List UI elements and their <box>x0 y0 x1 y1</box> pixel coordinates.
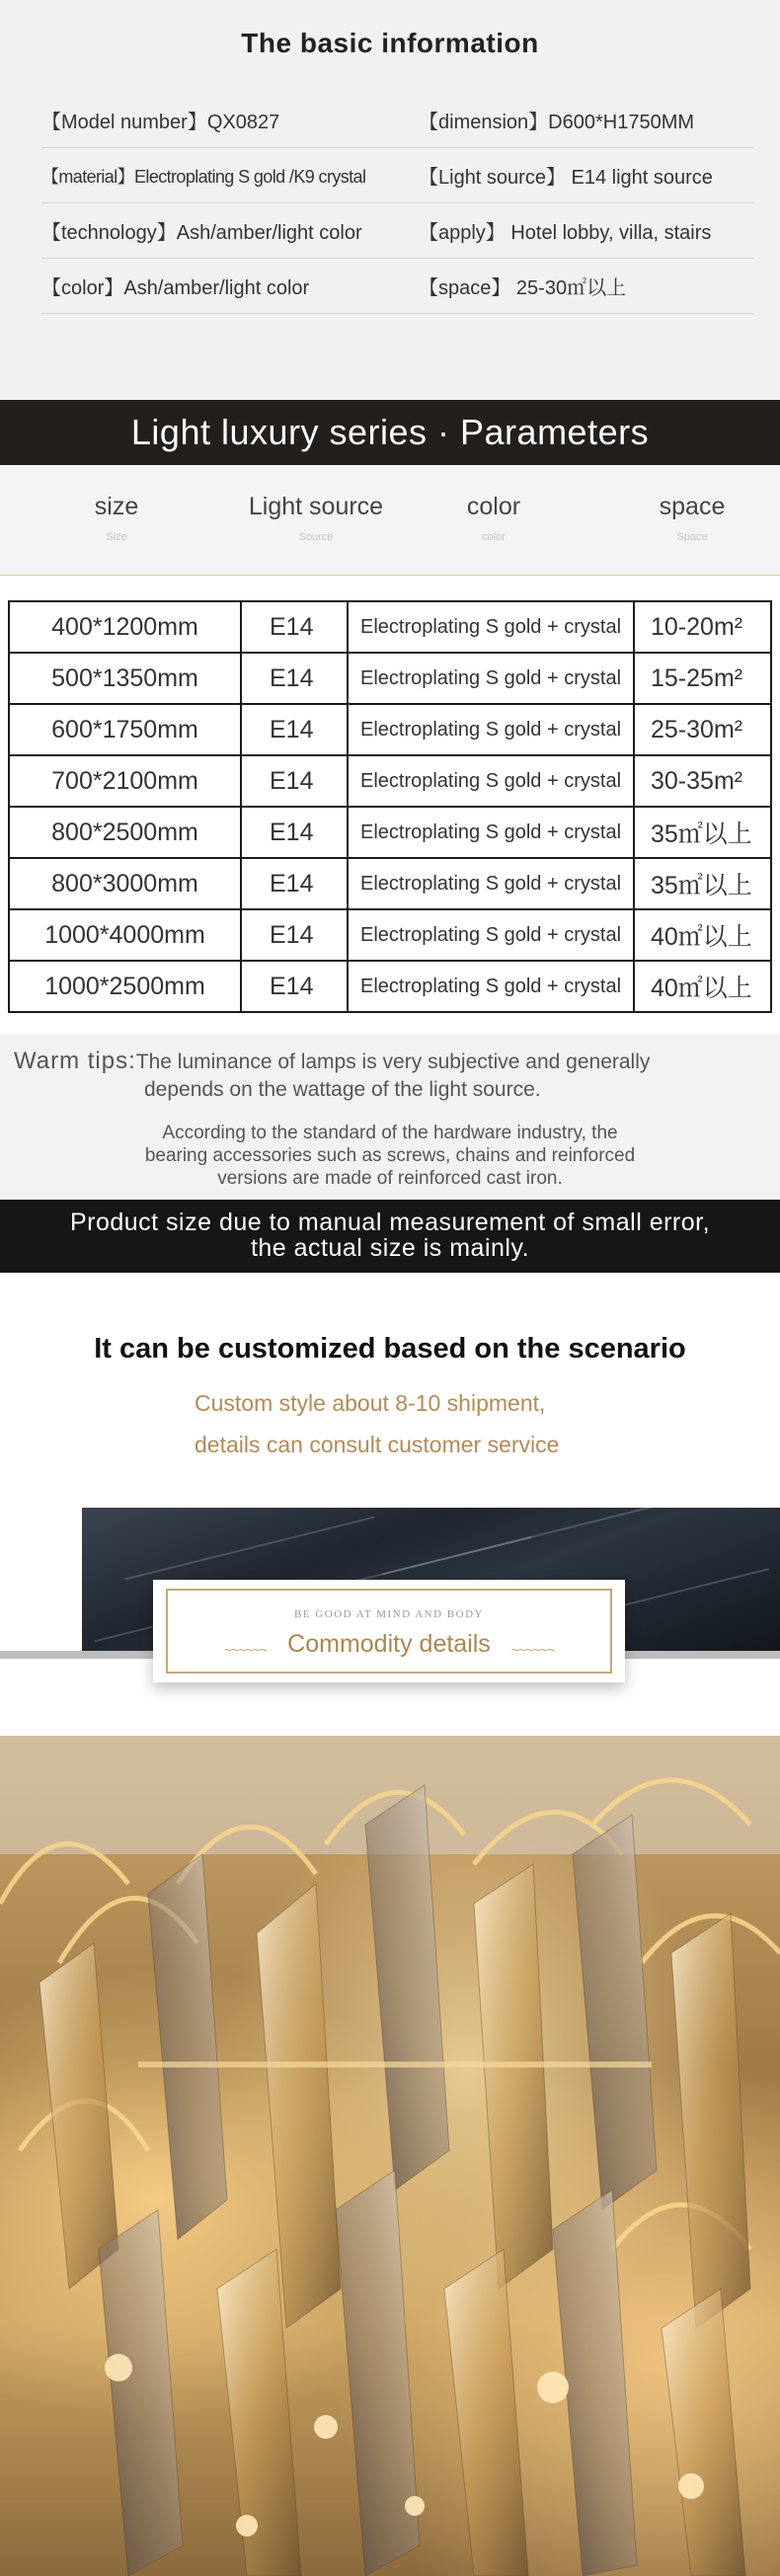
column-sublabel: Size <box>106 531 127 543</box>
info-apply: 【apply】 Hotel lobby, villa, stairs <box>419 222 712 244</box>
tips-hardware-note <box>0 1122 780 1190</box>
notice-line: the actual size is mainly. <box>250 1234 530 1262</box>
cell-light-source: E14 <box>241 755 348 807</box>
cell-space: 35㎡以上 <box>634 858 771 909</box>
crystal-chandelier-illustration <box>0 1736 780 2576</box>
cell-color: Electroplating S gold + crystal <box>348 858 634 909</box>
column-label: Light source <box>248 493 384 520</box>
info-dimension: 【dimension】D600*H1750MM <box>419 112 695 133</box>
cell-size: 700*2100mm <box>9 755 241 807</box>
commodity-details-card <box>153 1580 625 1682</box>
cell-size: 1000*4000mm <box>9 909 241 961</box>
column-header-light-source <box>232 493 400 543</box>
column-label: space <box>659 493 726 520</box>
cell-size: 1000*2500mm <box>9 961 241 1012</box>
custom-line-1: Custom style about 8-10 shipment, <box>195 1390 546 1416</box>
table-row <box>9 858 771 909</box>
cell-light-source: E14 <box>241 961 348 1012</box>
table-row <box>9 961 771 1012</box>
column-sublabel: Source <box>298 531 334 543</box>
cell-light-source: E14 <box>241 909 348 961</box>
tips-line-2: depends on the wattage of the light source. <box>144 1078 541 1101</box>
cell-light-source: E14 <box>241 601 348 653</box>
column-header-size <box>57 493 176 543</box>
info-row <box>41 93 754 148</box>
card-title: Commodity details <box>287 1630 491 1658</box>
custom-title: It can be customized based on the scenario <box>94 1333 686 1365</box>
column-sublabel: Space <box>676 531 708 543</box>
wave-ornament-left: ~~~~~~ <box>224 1642 268 1658</box>
info-color: 【color】Ash/amber/light color <box>41 277 310 299</box>
cell-space: 15-25m² <box>634 653 771 704</box>
column-sublabel: color <box>482 531 506 543</box>
cell-space: 35㎡以上 <box>634 807 771 858</box>
column-label: color <box>466 493 521 520</box>
cell-size: 400*1200mm <box>9 601 241 653</box>
basic-info-title: The basic information <box>241 28 539 58</box>
cell-color: Electroplating S gold + crystal <box>348 601 634 653</box>
cell-color: Electroplating S gold + crystal <box>348 653 634 704</box>
table-row <box>9 807 771 858</box>
cell-space: 25-30m² <box>634 704 771 755</box>
cell-space: 10-20m² <box>634 601 771 653</box>
cell-color: Electroplating S gold + crystal <box>348 755 634 807</box>
cell-space: 40㎡以上 <box>634 961 771 1012</box>
cell-color: Electroplating S gold + crystal <box>348 704 634 755</box>
table-row <box>9 755 771 807</box>
tips-note-line: versions are made of reinforced cast iron. <box>217 1168 563 1189</box>
custom-line-2: details can consult customer service <box>195 1432 560 1457</box>
cell-size: 600*1750mm <box>9 704 241 755</box>
info-material: 【material】Electroplating S gold /K9 crystal <box>41 166 366 187</box>
size-notice-bar <box>0 1200 780 1273</box>
cell-size: 800*2500mm <box>9 807 241 858</box>
info-space: 【space】 25-30㎡以上 <box>419 277 627 299</box>
parameters-header <box>0 465 780 576</box>
table-row <box>9 704 771 755</box>
info-row <box>41 259 754 314</box>
info-row <box>41 203 754 259</box>
basic-information-section <box>0 0 780 400</box>
cell-light-source: E14 <box>241 858 348 909</box>
column-header-space <box>633 493 751 543</box>
cell-space: 40㎡以上 <box>634 909 771 961</box>
cell-light-source: E14 <box>241 653 348 704</box>
table-row <box>9 601 771 653</box>
card-tagline: BE GOOD AT MIND AND BODY <box>294 1608 484 1620</box>
cell-color: Electroplating S gold + crystal <box>348 961 634 1012</box>
cell-color: Electroplating S gold + crystal <box>348 909 634 961</box>
warm-tips-section <box>0 1034 780 1200</box>
parameters-title-bar <box>0 400 780 465</box>
cell-space: 30-35m² <box>634 755 771 807</box>
tips-note-line: bearing accessories such as screws, chains and reinforced <box>144 1145 636 1166</box>
notice-line: Product size due to manual measurement of small error, <box>69 1209 711 1236</box>
chandelier-photo <box>0 1736 780 2576</box>
card-border <box>166 1589 612 1674</box>
cell-color: Electroplating S gold + crystal <box>348 807 634 858</box>
cell-size: 500*1350mm <box>9 653 241 704</box>
column-label: size <box>94 493 139 520</box>
tips-lead: Warm tips: <box>14 1048 136 1074</box>
info-light-source: 【Light source】 E14 light source <box>419 167 713 189</box>
column-header-color <box>434 493 553 543</box>
info-model-number: 【Model number】QX0827 <box>41 112 280 133</box>
tips-line-1 <box>14 1048 650 1075</box>
cell-light-source: E14 <box>241 807 348 858</box>
tips-text-1: The luminance of lamps is very subjective and generally <box>135 1051 651 1073</box>
parameters-title: Light luxury series · Parameters <box>130 412 650 452</box>
info-row <box>41 148 754 203</box>
wave-ornament-right: ~~~~~~ <box>510 1642 554 1658</box>
tips-note-line: According to the standard of the hardware industry, the <box>162 1123 618 1143</box>
table-row <box>9 909 771 961</box>
cell-light-source: E14 <box>241 704 348 755</box>
cell-size: 800*3000mm <box>9 858 241 909</box>
info-technology: 【technology】Ash/amber/light color <box>41 222 362 244</box>
parameters-table <box>8 600 772 1013</box>
table-row <box>9 653 771 704</box>
